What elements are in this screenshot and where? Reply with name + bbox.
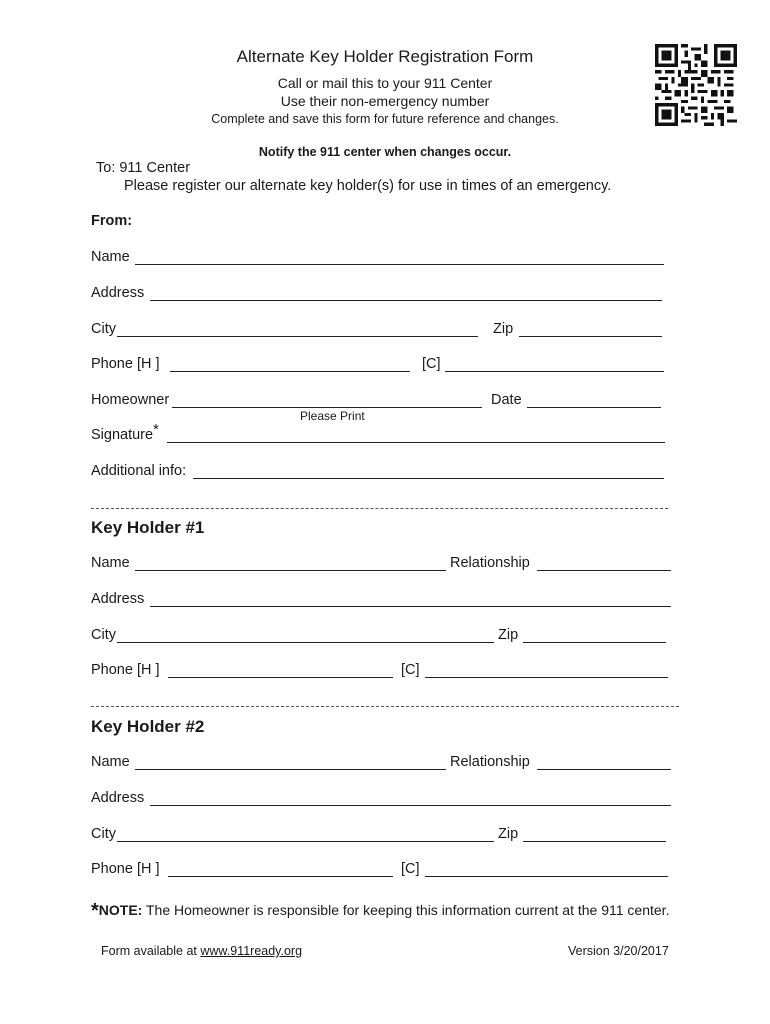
from-zip-field[interactable] <box>519 336 662 337</box>
from-address-field[interactable] <box>150 300 662 301</box>
kh1-relationship-label: Relationship <box>450 555 530 571</box>
date-label: Date <box>491 392 522 408</box>
header-line-save: Complete and save this form for future reference and changes. <box>211 112 559 126</box>
kh1-phone-home-field[interactable] <box>168 677 393 678</box>
kh2-phone-home-label: Phone [H ] <box>91 861 160 877</box>
kh2-phone-home-field[interactable] <box>168 876 393 877</box>
homeowner-label: Homeowner <box>91 392 170 408</box>
from-city-label: City <box>91 321 116 337</box>
kh2-relationship-label: Relationship <box>450 754 530 770</box>
header-line-call: Call or mail this to your 911 Center <box>277 75 493 91</box>
signature-label <box>91 422 159 443</box>
kh2-zip-field[interactable] <box>523 841 666 842</box>
kh2-relationship-field[interactable] <box>537 769 671 770</box>
notify-text: Notify the 911 center when changes occur. <box>258 145 512 159</box>
section-divider-1 <box>91 508 668 509</box>
to-line: To: 911 Center <box>96 160 191 176</box>
footer-availability <box>101 944 302 958</box>
note-text: The Homeowner is responsible for keeping this information current at the 911 center. <box>142 902 670 918</box>
homeowner-note <box>91 898 669 921</box>
kh1-relationship-field[interactable] <box>537 570 671 571</box>
from-phone-cell-label: [C] <box>422 356 441 372</box>
form-title: Alternate Key Holder Registration Form <box>236 47 534 66</box>
kh2-phone-cell-label: [C] <box>401 861 420 877</box>
please-print-hint: Please Print <box>300 409 365 423</box>
kh1-zip-label: Zip <box>498 627 519 643</box>
section-divider-2 <box>91 706 679 707</box>
kh1-phone-cell-label: [C] <box>401 662 420 678</box>
from-phone-home-label: Phone [H ] <box>91 356 160 372</box>
version-label: Version 3/20/2017 <box>568 944 669 958</box>
kh1-name-label: Name <box>91 555 130 571</box>
kh2-name-field[interactable] <box>135 769 446 770</box>
kh1-zip-field[interactable] <box>523 642 666 643</box>
note-label: NOTE: <box>98 902 143 918</box>
footer-available-text: Form available at <box>101 944 201 958</box>
kh2-zip-label: Zip <box>498 826 519 842</box>
from-phone-cell-field[interactable] <box>445 371 664 372</box>
kh2-phone-cell-field[interactable] <box>425 876 668 877</box>
from-phone-home-field[interactable] <box>170 371 410 372</box>
kh2-address-label: Address <box>91 790 145 806</box>
kh1-city-label: City <box>91 627 116 643</box>
key-holder-2-heading: Key Holder #2 <box>91 717 205 736</box>
note-asterisk: * <box>91 900 99 922</box>
kh2-name-label: Name <box>91 754 130 770</box>
kh1-name-field[interactable] <box>135 570 446 571</box>
kh2-city-field[interactable] <box>117 841 494 842</box>
date-field[interactable] <box>527 407 661 408</box>
kh1-address-field[interactable] <box>150 606 671 607</box>
kh2-address-field[interactable] <box>150 805 671 806</box>
from-name-label: Name <box>91 249 130 265</box>
header-line-number: Use their non-emergency number <box>280 93 490 109</box>
from-zip-label: Zip <box>493 321 514 337</box>
additional-info-field[interactable] <box>193 478 664 479</box>
from-heading: From: <box>91 213 133 229</box>
website-link[interactable]: www.911ready.org <box>200 944 303 958</box>
kh1-city-field[interactable] <box>117 642 494 643</box>
homeowner-field[interactable] <box>172 407 482 408</box>
additional-info-label: Additional info: <box>91 463 187 479</box>
signature-field[interactable] <box>167 442 665 443</box>
from-city-field[interactable] <box>117 336 478 337</box>
kh1-phone-home-label: Phone [H ] <box>91 662 160 678</box>
from-address-label: Address <box>91 285 145 301</box>
from-name-field[interactable] <box>135 264 664 265</box>
signature-asterisk: * <box>153 422 159 438</box>
kh2-city-label: City <box>91 826 116 842</box>
kh1-phone-cell-field[interactable] <box>425 677 668 678</box>
key-holder-1-heading: Key Holder #1 <box>91 518 205 537</box>
to-message: Please register our alternate key holder(s) for use in times of an emergency. <box>124 178 612 194</box>
signature-label-text: Signature <box>91 427 154 443</box>
kh1-address-label: Address <box>91 591 145 607</box>
